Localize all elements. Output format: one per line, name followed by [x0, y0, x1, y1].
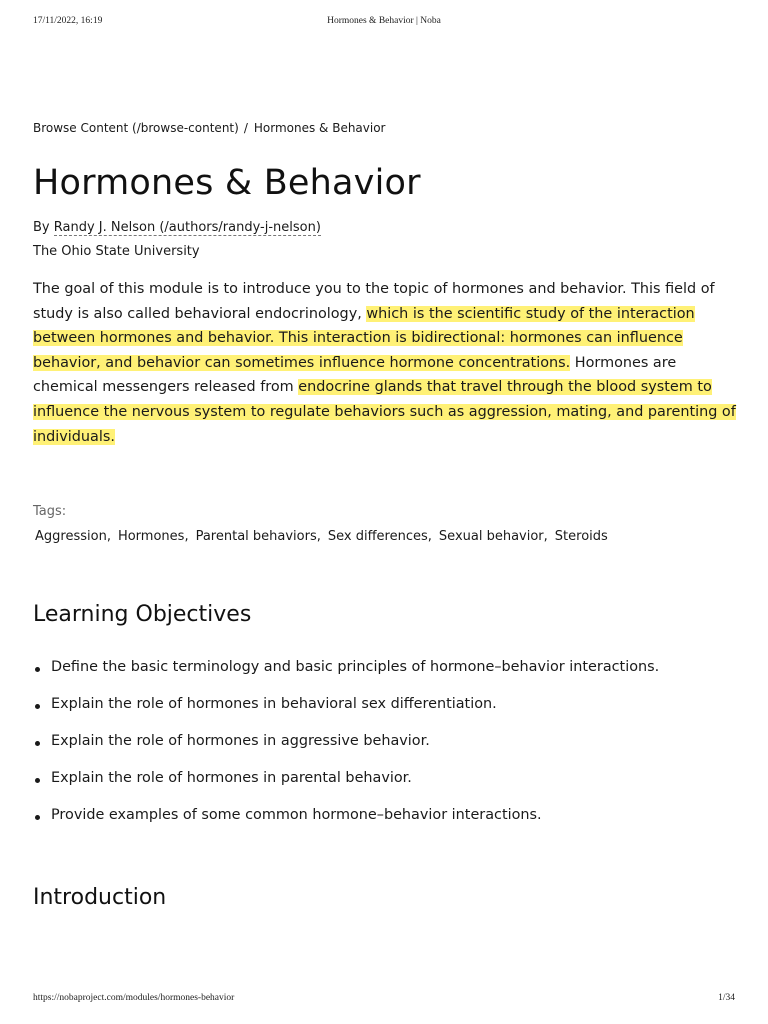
- tag-list: Aggression , Hormones , Parental behaviors , Sex differences , Sexual behavior , Steroids: [35, 529, 608, 544]
- author-affiliation: The Ohio State University: [33, 244, 200, 259]
- abstract-text-1: The goal of this module is to introduce you to the topic of hormones and behavior. This field of study is also called behavioral endocrinology,: [33, 281, 715, 322]
- tags-label: Tags:: [33, 504, 67, 519]
- objective-item: Define the basic terminology and basic principles of hormone–behavior interactions.: [33, 659, 659, 696]
- tag-link[interactable]: Aggression: [35, 529, 107, 544]
- objective-item: Explain the role of hormones in aggressive behavior.: [33, 733, 659, 770]
- tag-link[interactable]: Sex differences: [327, 529, 428, 544]
- abstract-paragraph: [33, 277, 738, 449]
- learning-objectives-list: [33, 659, 659, 844]
- breadcrumb-parent-link[interactable]: Browse Content (/browse-content): [33, 121, 239, 135]
- breadcrumb: [33, 121, 386, 135]
- objective-item: Provide examples of some common hormone–behavior interactions.: [33, 807, 659, 844]
- tag-link[interactable]: Parental behaviors: [195, 529, 317, 544]
- abstract-highlight-1: which is the scientific study of the interaction between hormones and behavior. This interaction is bidirectional: hormones can influence behavior, and behavior can sometimes influence hormone concentrations.: [33, 305, 695, 371]
- objective-item: Explain the role of hormones in parental behavior.: [33, 770, 659, 807]
- print-footer: [33, 993, 735, 1003]
- learning-objectives-heading: Learning Objectives: [33, 602, 252, 627]
- print-url: https://nobaproject.com/modules/hormones-behavior: [33, 993, 235, 1003]
- byline-prefix: By: [33, 220, 50, 235]
- tag-link[interactable]: Sexual behavior: [438, 529, 544, 544]
- page-title: Hormones & Behavior: [33, 163, 421, 203]
- print-page-number: 1/34: [718, 993, 735, 1003]
- abstract-text-2: Hormones are chemical messengers released from: [33, 354, 677, 396]
- breadcrumb-current: Hormones & Behavior: [253, 121, 386, 135]
- tag-link[interactable]: Steroids: [554, 529, 608, 544]
- print-header: [33, 16, 735, 26]
- tag-link[interactable]: Hormones: [117, 529, 185, 544]
- author-link[interactable]: Randy J. Nelson (/authors/randy-j-nelson): [53, 220, 321, 235]
- breadcrumb-separator: /: [243, 121, 248, 135]
- byline: [33, 220, 321, 235]
- print-page-title: Hormones & Behavior | Noba: [327, 16, 441, 26]
- objective-item: Explain the role of hormones in behavioral sex differentiation.: [33, 696, 659, 733]
- introduction-heading: Introduction: [33, 885, 167, 910]
- print-datetime: 17/11/2022, 16:19: [33, 16, 103, 26]
- abstract-highlight-2: endocrine glands that travel through the blood system to influence the nervous system to regulate behaviors such as aggression, mating, and parenting of individuals.: [33, 379, 736, 445]
